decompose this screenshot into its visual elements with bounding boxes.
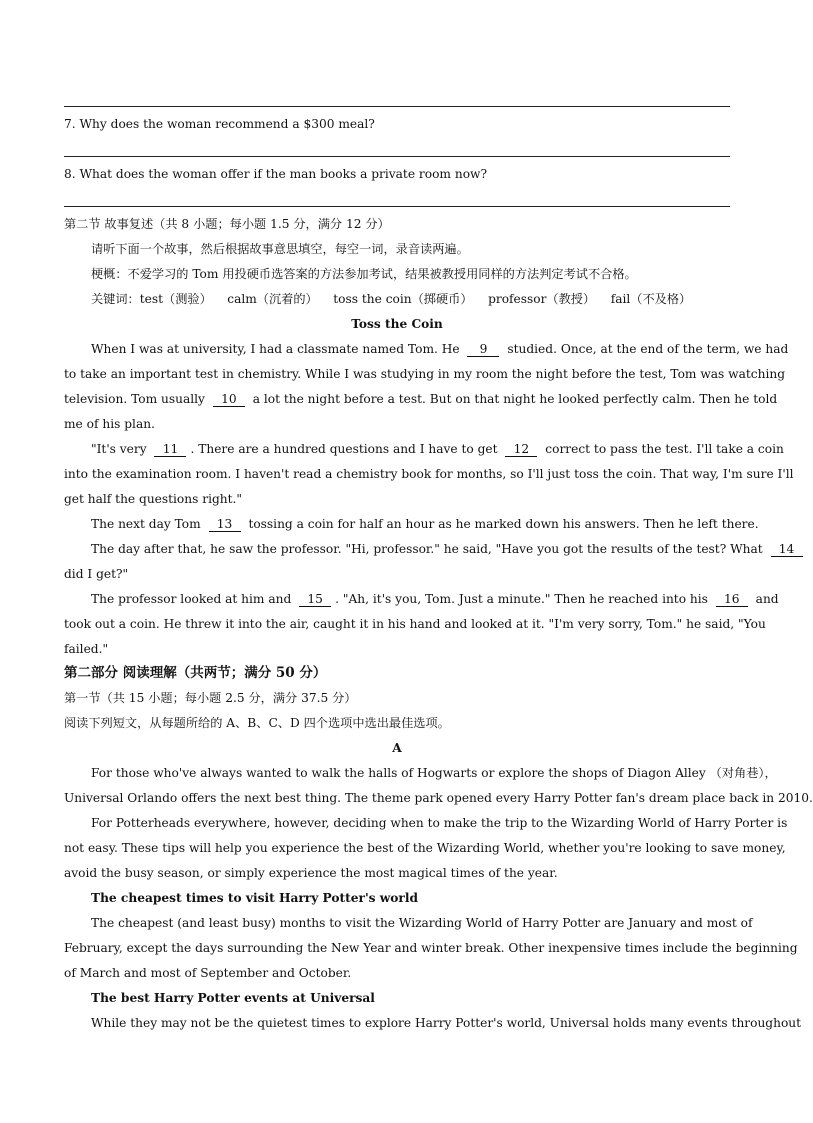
passage-line: Universal Orlando offers the next best thing. The theme park opened every Harry Potter fan's dream place back in 2010. <box>64 791 813 805</box>
story-text: . There are a hundred questions and I have to get <box>190 442 498 456</box>
passage-line: avoid the busy season, or simply experience the most magical times of the year. <box>64 866 558 880</box>
passage-line: While they may not be the quietest times to explore Harry Potter's world, Universal holds many events throughout <box>91 1016 802 1030</box>
passage-line: February, except the days surrounding the New Year and winter break. Other inexpensive times include the beginning <box>64 941 798 955</box>
story-line <box>64 512 759 537</box>
story-text: "It's very <box>91 442 147 456</box>
story-line: to take an important test in chemistry. While I was studying in my room the night before the test, Tom was watching <box>64 367 785 381</box>
story-line: failed." <box>64 642 109 656</box>
story-summary: 梗概：不爱学习的 Tom 用投硬币选答案的方法参加考试，结果被教授用同样的方法判定考试不合格。 <box>91 267 637 281</box>
keyword: fail（不及格） <box>610 292 692 306</box>
passage-subheading: The cheapest times to visit Harry Potter's world <box>91 891 418 905</box>
section-heading: 第二节 故事复述（共 8 小题；每小题 1.5 分，满分 12 分） <box>64 217 390 231</box>
passage-line: For Potterheads everywhere, however, deciding when to make the trip to the Wizarding World of Harry Porter is <box>91 816 788 830</box>
passage-line: of March and most of September and October. <box>64 966 352 980</box>
story-text: correct to pass the test. I'll take a coin <box>545 442 784 456</box>
story-line: took out a coin. He threw it into the air, caught it in his hand and looked at it. "I'm very sorry, Tom." he said, "You <box>64 617 766 631</box>
passage-line: The cheapest (and least busy) months to visit the Wizarding World of Harry Potter are January and most of <box>91 916 753 930</box>
part-subheading: 第一节（共 15 小题；每小题 2.5 分，满分 37.5 分） <box>64 691 357 705</box>
story-line: did I get?" <box>64 567 129 581</box>
story-line <box>64 337 789 362</box>
answer-line <box>64 206 730 207</box>
keyword: professor（教授） <box>488 292 596 306</box>
section-instruction: 请听下面一个故事，然后根据故事意思填空，每空一词，录音读两遍。 <box>91 242 469 256</box>
story-line: into the examination room. I haven't read a chemistry book for months, so I'll just toss the coin. That way, I'm sure I'll <box>64 467 794 481</box>
keyword: toss the coin（掷硬币） <box>333 292 473 306</box>
passage-subheading: The best Harry Potter events at Universal <box>91 991 375 1005</box>
question-7: 7. Why does the woman recommend a $300 meal? <box>64 117 375 131</box>
blank-10[interactable]: 10 <box>213 392 245 407</box>
story-text: tossing a coin for half an hour as he marked down his answers. Then he left there. <box>248 517 759 531</box>
keyword: calm（沉着的） <box>227 292 318 306</box>
passage-line: For those who've always wanted to walk the halls of Hogwarts or explore the shops of Diagon Alley （对角巷）， <box>91 766 777 780</box>
story-text: a lot the night before a test. But on that night he looked perfectly calm. Then he told <box>252 392 778 406</box>
story-line <box>64 437 784 462</box>
blank-15[interactable]: 15 <box>299 592 331 607</box>
story-line <box>64 387 778 412</box>
passage-label: A <box>392 741 402 755</box>
keyword: test（测验） <box>139 292 212 306</box>
blank-12[interactable]: 12 <box>505 442 537 457</box>
story-text: studied. Once, at the end of the term, we had <box>507 342 789 356</box>
part-heading: 第二部分 阅读理解（共两节；满分 50 分） <box>64 665 327 681</box>
blank-9[interactable]: 9 <box>467 342 499 357</box>
keywords-line <box>64 287 730 312</box>
blank-14[interactable]: 14 <box>771 542 803 557</box>
story-text: television. Tom usually <box>64 392 205 406</box>
question-8: 8. What does the woman offer if the man books a private room now? <box>64 167 487 181</box>
story-text: . "Ah, it's you, Tom. Just a minute." Then he reached into his <box>335 592 708 606</box>
story-text: When I was at university, I had a classmate named Tom. He <box>91 342 460 356</box>
blank-16[interactable]: 16 <box>716 592 748 607</box>
story-line: get half the questions right." <box>64 492 242 506</box>
story-title: Toss the Coin <box>351 317 443 331</box>
answer-line <box>64 106 730 107</box>
story-text: The next day Tom <box>91 517 201 531</box>
story-text: and <box>755 592 779 606</box>
story-line <box>64 537 795 562</box>
story-text: The professor looked at him and <box>91 592 292 606</box>
blank-11[interactable]: 11 <box>154 442 186 457</box>
story-line: me of his plan. <box>64 417 155 431</box>
passage-line: not easy. These tips will help you experience the best of the Wizarding World, whether you're looking to save money, <box>64 841 786 855</box>
story-line <box>64 587 779 612</box>
answer-line <box>64 156 730 157</box>
keywords-label: 关键词： <box>91 292 140 306</box>
blank-13[interactable]: 13 <box>209 517 241 532</box>
story-text: The day after that, he saw the professor. "Hi, professor." he said, "Have you got the results of the test? What <box>91 542 763 556</box>
part-instruction: 阅读下列短文，从每题所给的 A、B、C、D 四个选项中选出最佳选项。 <box>64 716 450 730</box>
